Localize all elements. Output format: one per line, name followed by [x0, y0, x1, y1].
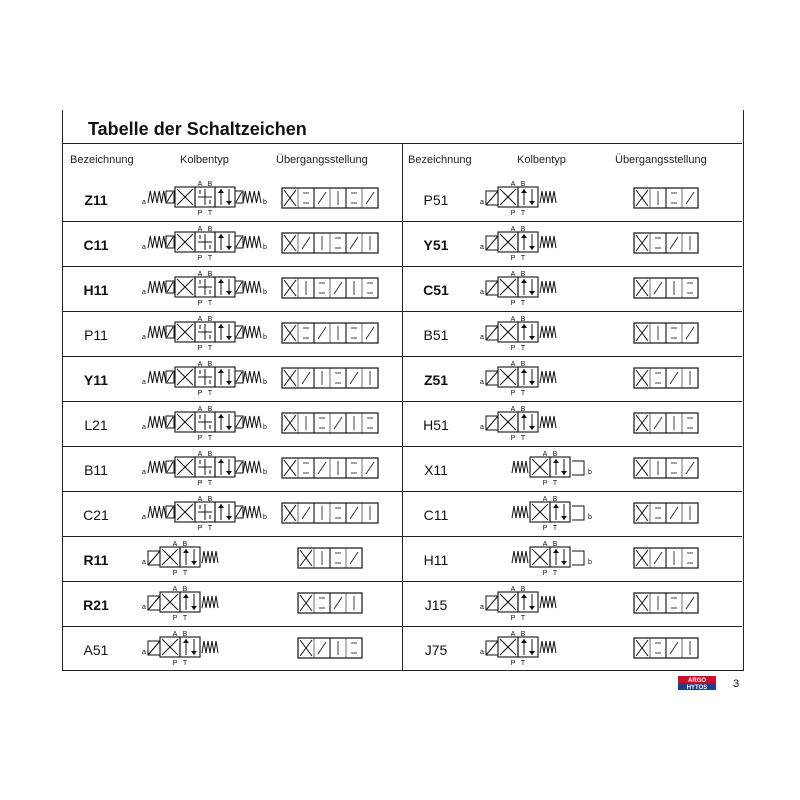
port-label-p: P — [510, 255, 516, 262]
side-label-side_a: a — [142, 469, 146, 476]
header-uebergang-left: Übergangsstellung — [276, 154, 368, 166]
port-label-b: B — [552, 451, 558, 458]
spool-code: L21 — [84, 417, 108, 433]
port-label-t: T — [520, 345, 526, 352]
port-label-a: A — [510, 406, 516, 413]
port-label-a: A — [510, 631, 516, 638]
transition-symbol — [282, 231, 378, 257]
spool-symbol — [480, 317, 560, 351]
port-label-p: P — [510, 300, 516, 307]
row-divider — [62, 266, 402, 267]
port-label-p: P — [542, 570, 548, 577]
port-label-t: T — [552, 525, 558, 532]
port-label-p: P — [197, 435, 203, 442]
port-label-a: A — [542, 496, 548, 503]
spool-symbol — [480, 227, 560, 261]
spool-code: A51 — [83, 642, 109, 658]
port-label-a: A — [172, 631, 178, 638]
side-label-side_b: b — [263, 469, 267, 476]
spool-symbol — [142, 272, 270, 306]
port-label-b: B — [207, 451, 213, 458]
row-divider — [62, 401, 402, 402]
spool-symbol — [510, 452, 596, 486]
spool-code: H11 — [423, 552, 449, 568]
spool-code: J15 — [424, 597, 448, 613]
side-label-side_b: b — [263, 514, 267, 521]
page-title: Tabelle der Schaltzeichen — [88, 119, 307, 139]
row-divider — [62, 581, 402, 582]
column-divider — [402, 143, 403, 670]
spool-symbol — [142, 317, 270, 351]
spool-symbol — [510, 542, 596, 576]
port-label-b: B — [520, 316, 526, 323]
port-label-a: A — [510, 316, 516, 323]
port-label-b: B — [207, 181, 213, 188]
transition-symbol — [634, 366, 698, 392]
spool-code: P51 — [423, 192, 449, 208]
transition-symbol — [282, 501, 378, 527]
row-divider — [403, 401, 742, 402]
transition-symbol — [282, 411, 378, 437]
spool-code: C11 — [423, 507, 449, 523]
port-label-t: T — [520, 390, 526, 397]
port-label-t: T — [207, 480, 213, 487]
spool-code: P11 — [84, 327, 108, 343]
port-label-t: T — [207, 345, 213, 352]
port-label-b: B — [552, 541, 558, 548]
port-label-t: T — [207, 255, 213, 262]
page-number: 3 — [733, 678, 740, 690]
spool-code: Z51 — [423, 372, 449, 388]
spool-code: Z11 — [84, 192, 108, 208]
port-label-a: A — [197, 226, 203, 233]
port-label-a: A — [510, 226, 516, 233]
transition-symbol — [634, 456, 698, 482]
spool-symbol — [480, 272, 560, 306]
port-label-b: B — [207, 406, 213, 413]
side-label-side_a: a — [480, 649, 484, 656]
side-label-side_b: b — [263, 289, 267, 296]
side-label-side_a: a — [142, 424, 146, 431]
port-label-b: B — [520, 361, 526, 368]
port-label-t: T — [520, 210, 526, 217]
row-divider — [403, 266, 742, 267]
port-label-p: P — [197, 210, 203, 217]
spool-symbol — [142, 407, 270, 441]
spool-symbol — [142, 362, 270, 396]
row-divider — [62, 626, 402, 627]
port-label-b: B — [552, 496, 558, 503]
transition-symbol — [282, 366, 378, 392]
row-divider — [62, 221, 402, 222]
port-label-t: T — [552, 480, 558, 487]
port-label-t: T — [207, 300, 213, 307]
spool-symbol — [142, 587, 222, 621]
port-label-a: A — [510, 271, 516, 278]
side-label-side_b: b — [588, 514, 592, 521]
spool-symbol — [142, 632, 222, 666]
port-label-t: T — [520, 615, 526, 622]
port-label-a: A — [197, 271, 203, 278]
row-divider — [403, 581, 742, 582]
side-label-side_b: b — [263, 244, 267, 251]
side-label-side_a: a — [480, 244, 484, 251]
side-label-side_b: b — [263, 334, 267, 341]
transition-symbol — [634, 231, 698, 257]
port-label-a: A — [542, 451, 548, 458]
transition-symbol — [634, 411, 698, 437]
transition-symbol — [634, 636, 698, 662]
header-uebergang-right: Übergangsstellung — [615, 154, 707, 166]
side-label-side_a: a — [480, 199, 484, 206]
svg-text:HYTOS: HYTOS — [686, 685, 708, 691]
row-divider — [62, 356, 402, 357]
port-label-p: P — [197, 480, 203, 487]
port-label-a: A — [197, 316, 203, 323]
port-label-b: B — [520, 586, 526, 593]
header-bezeichnung-left: Bezeichnung — [70, 154, 134, 166]
transition-symbol — [282, 321, 378, 347]
port-label-p: P — [510, 210, 516, 217]
port-label-p: P — [197, 255, 203, 262]
side-label-side_a: a — [142, 649, 146, 656]
port-label-t: T — [182, 615, 188, 622]
port-label-t: T — [520, 255, 526, 262]
side-label-side_a: a — [142, 559, 146, 566]
port-label-a: A — [197, 451, 203, 458]
port-label-a: A — [197, 496, 203, 503]
transition-symbol — [298, 591, 362, 617]
port-label-a: A — [542, 541, 548, 548]
port-label-p: P — [197, 300, 203, 307]
port-label-t: T — [552, 570, 558, 577]
transition-symbol — [634, 501, 698, 527]
port-label-b: B — [207, 226, 213, 233]
port-label-t: T — [207, 525, 213, 532]
row-divider — [403, 311, 742, 312]
side-label-side_a: a — [142, 514, 146, 521]
port-label-p: P — [197, 390, 203, 397]
port-label-a: A — [197, 181, 203, 188]
transition-symbol — [298, 546, 362, 572]
port-label-b: B — [207, 271, 213, 278]
side-label-side_a: a — [142, 604, 146, 611]
side-label-side_b: b — [588, 559, 592, 566]
transition-symbol — [634, 186, 698, 212]
transition-symbol — [282, 276, 378, 302]
side-label-side_a: a — [142, 289, 146, 296]
row-divider — [62, 536, 402, 537]
spool-symbol — [142, 542, 222, 576]
spool-code: H51 — [423, 417, 449, 433]
port-label-p: P — [542, 525, 548, 532]
port-label-b: B — [520, 226, 526, 233]
spool-symbol — [480, 182, 560, 216]
port-label-a: A — [510, 586, 516, 593]
spool-code: Y11 — [83, 372, 109, 388]
transition-symbol — [634, 591, 698, 617]
spool-code: X11 — [424, 462, 448, 478]
port-label-a: A — [197, 406, 203, 413]
side-label-side_a: a — [142, 334, 146, 341]
side-label-side_a: a — [480, 334, 484, 341]
port-label-a: A — [510, 181, 516, 188]
side-label-side_b: b — [263, 379, 267, 386]
header-bezeichnung-right: Bezeichnung — [408, 154, 472, 166]
spool-code: H11 — [83, 282, 109, 298]
row-divider — [403, 221, 742, 222]
port-label-t: T — [207, 210, 213, 217]
port-label-b: B — [182, 541, 188, 548]
spool-symbol — [510, 497, 596, 531]
spool-code: C21 — [83, 507, 109, 523]
side-label-side_b: b — [588, 469, 592, 476]
side-label-side_b: b — [263, 199, 267, 206]
port-label-p: P — [510, 435, 516, 442]
spool-code: C11 — [83, 237, 109, 253]
side-label-side_a: a — [142, 244, 146, 251]
transition-symbol — [634, 546, 698, 572]
spool-code: Y51 — [423, 237, 449, 253]
port-label-a: A — [172, 541, 178, 548]
header-kolbentyp-left: Kolbentyp — [180, 154, 229, 166]
side-label-side_b: b — [263, 424, 267, 431]
spool-code: J75 — [424, 642, 448, 658]
port-label-a: A — [172, 586, 178, 593]
port-label-b: B — [182, 631, 188, 638]
row-divider — [62, 311, 402, 312]
port-label-p: P — [510, 390, 516, 397]
port-label-b: B — [182, 586, 188, 593]
transition-symbol — [282, 456, 378, 482]
side-label-side_a: a — [480, 379, 484, 386]
port-label-p: P — [197, 345, 203, 352]
port-label-a: A — [197, 361, 203, 368]
transition-symbol — [298, 636, 362, 662]
spool-symbol — [142, 227, 270, 261]
row-divider — [403, 356, 742, 357]
spool-code: R21 — [83, 597, 109, 613]
spool-symbol — [142, 497, 270, 531]
port-label-p: P — [197, 525, 203, 532]
spool-symbol — [480, 587, 560, 621]
port-label-t: T — [207, 390, 213, 397]
port-label-a: A — [510, 361, 516, 368]
port-label-p: P — [172, 615, 178, 622]
spool-symbol — [142, 452, 270, 486]
port-label-b: B — [207, 496, 213, 503]
side-label-side_a: a — [142, 199, 146, 206]
port-label-b: B — [207, 316, 213, 323]
side-label-side_a: a — [480, 289, 484, 296]
row-divider — [403, 446, 742, 447]
port-label-p: P — [542, 480, 548, 487]
spool-symbol — [480, 407, 560, 441]
transition-symbol — [282, 186, 378, 212]
port-label-b: B — [520, 406, 526, 413]
port-label-t: T — [182, 660, 188, 667]
spool-code: R11 — [83, 552, 109, 568]
header-kolbentyp-right: Kolbentyp — [517, 154, 566, 166]
port-label-t: T — [182, 570, 188, 577]
port-label-t: T — [207, 435, 213, 442]
port-label-b: B — [520, 181, 526, 188]
row-divider — [62, 491, 402, 492]
row-divider — [403, 536, 742, 537]
transition-symbol — [634, 321, 698, 347]
side-label-side_a: a — [480, 424, 484, 431]
row-divider — [403, 626, 742, 627]
svg-text:ARGO: ARGO — [688, 678, 706, 684]
port-label-t: T — [520, 300, 526, 307]
spool-code: B11 — [84, 462, 108, 478]
port-label-p: P — [510, 660, 516, 667]
spool-symbol — [480, 362, 560, 396]
argo-hytos-logo — [678, 676, 716, 690]
port-label-p: P — [172, 570, 178, 577]
spool-symbol — [480, 632, 560, 666]
port-label-p: P — [172, 660, 178, 667]
port-label-p: P — [510, 345, 516, 352]
port-label-b: B — [520, 631, 526, 638]
port-label-p: P — [510, 615, 516, 622]
spool-code: B51 — [423, 327, 449, 343]
port-label-t: T — [520, 435, 526, 442]
row-divider — [403, 491, 742, 492]
spool-code: C51 — [423, 282, 449, 298]
port-label-b: B — [520, 271, 526, 278]
transition-symbol — [634, 276, 698, 302]
port-label-t: T — [520, 660, 526, 667]
row-divider — [62, 446, 402, 447]
port-label-b: B — [207, 361, 213, 368]
side-label-side_a: a — [480, 604, 484, 611]
side-label-side_a: a — [142, 379, 146, 386]
spool-symbol — [142, 182, 270, 216]
